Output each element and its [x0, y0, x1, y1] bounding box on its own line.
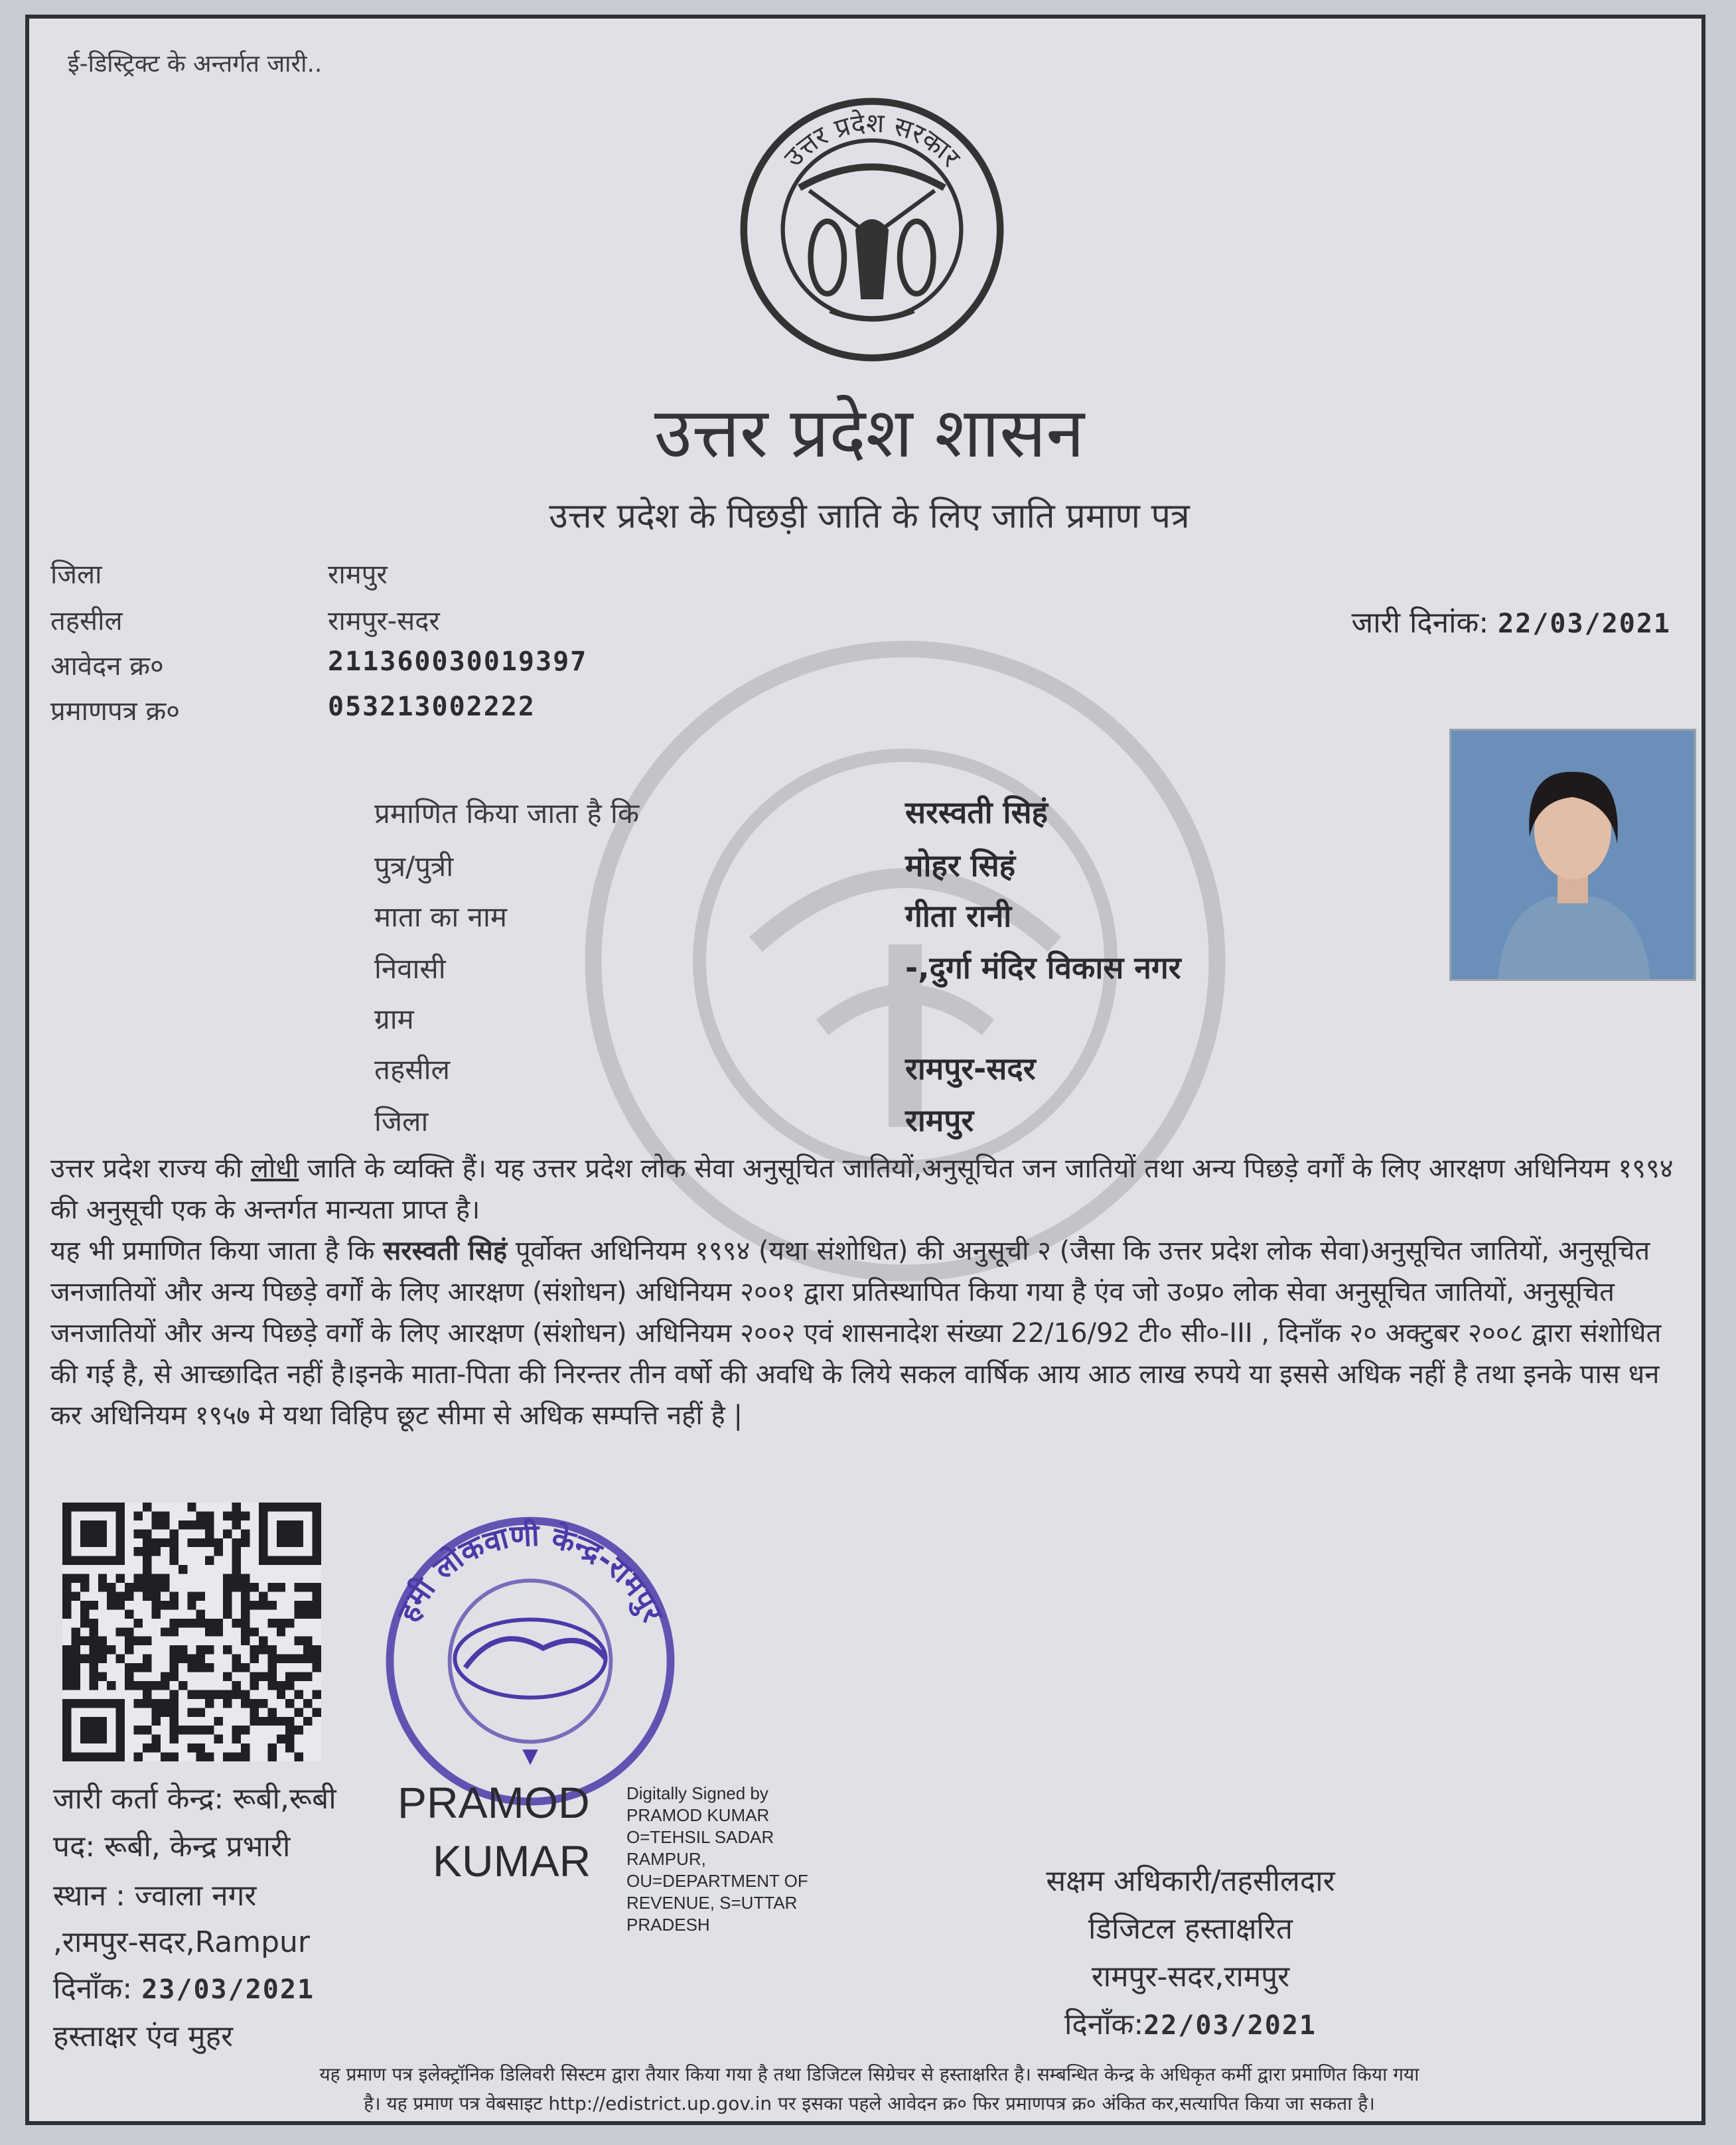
officer-designation: सक्षम अधिकारी/तहसीलदार [1046, 1864, 1335, 1898]
issue-date [1352, 601, 1671, 641]
issuer-post: पद: रूबी, केन्द्र प्रभारी [53, 1830, 291, 1864]
detail-value-district: रामपुर [905, 1102, 974, 1138]
digital-signature-details: Digitally Signed by PRAMOD KUMAR O=TEHSIL SADAR RAMPUR, OU=DEPARTMENT OF REVENUE, S=UTTAR PRADESH [626, 1783, 808, 1935]
officer-digital-signed: डिजिटल हस्ताक्षरित [1088, 1912, 1293, 1946]
signer-name-line2: KUMAR [433, 1836, 591, 1886]
detail-label-tehsil: तहसील [374, 1053, 450, 1086]
meta-value-district: रामपुर [328, 559, 388, 590]
caste-statement: उत्तर प्रदेश राज्य की लोधी जाति के व्यक्ति हैं। यह उत्तर प्रदेश लोक सेवा अनुसूचित जातियों,अनुसूचित जन जातियों तथा अन्य पिछड़े वर्गों के लिए आरक्षण अधिनियम १९९४ की अनुसूची एक के अन्तर्गत मान्यता प्राप्त है। [50, 1153, 1674, 1225]
detail-value-name: सरस्वती सिहं [905, 794, 1048, 830]
meta-label-certificate-no: प्रमाणपत्र क्र० [50, 696, 180, 727]
issuer-place: स्थान : ज्वाला नगर [53, 1879, 257, 1913]
issuing-centre: जारी कर्ता केन्द्र: रूबी,रूबी [53, 1782, 336, 1816]
application-number: 211360030019397 [328, 646, 588, 677]
issuer-place-2: ,रामपुर-सदर,Rampur [53, 1925, 310, 1959]
meta-label-application-no: आवेदन क्र० [50, 651, 164, 682]
up-government-emblem [733, 90, 1011, 369]
signer-name-line1: PRAMOD [398, 1778, 590, 1827]
caste-name: लोधी [250, 1153, 299, 1184]
meta-label-district: जिला [50, 559, 102, 590]
detail-label-mother: माता का नाम [374, 901, 507, 933]
officer-location: रामपुर-सदर,रामपुर [1091, 1960, 1290, 1994]
qr-code [62, 1503, 321, 1761]
detail-value-tehsil: रामपुर-सदर [905, 1051, 1036, 1086]
detail-label-village: ग्राम [374, 1003, 414, 1035]
seal-text: हमी लोकवाणी केन्द्र-रामपुर [390, 1517, 671, 1627]
certification-statement: यह भी प्रमाणित किया जाता है कि सरस्वती सिहं पूर्वोक्त अधिनियम १९९४ (यथा संशोधित) की अनुसूची २ (जैसा कि उत्तर प्रदेश लोक सेवा)अनुसूचित जातियों, अनुसूचित जनजातियों और अन्य पिछड़े वर्गों के लिए आरक्षण (संशोधन) अधिनियम २००१ द्वारा प्रतिस्थापित किया गया है एंव जो उ०प्र० लोक सेवा अनुसूचित जातियों, अनुसूचित जनजातियों और अन्य पिछड़े वर्गों के लिए आरक्षण (संशोधन) अधिनियम २००२ एवं शासनादेश संख्या 22/16/92 टी० सी०-III , दिनाँक २० अक्टुबर २००८ द्वारा संशोधित की गई है, से आच्छादित नहीं है।इनके माता-पिता की निरन्तर तीन वर्षो की अवधि के लिये सकल वार्षिक आय आठ लाख रुपये या इससे अधिक नहीं है तथा इनके पास धन कर अधिनियम १९५७ मे यथा विहिप छूट सीमा से अधिक सम्पत्ति नहीं है | [50, 1236, 1662, 1431]
issuer-date: दिनाँक: 23/03/2021 [53, 1972, 315, 2006]
detail-label-resident: निवासी [374, 952, 446, 985]
issue-date-value: 22/03/2021 [1498, 609, 1671, 639]
meta-label-tehsil: तहसील [50, 606, 123, 636]
certified-name: सरस्वती सिहं [383, 1236, 508, 1266]
emblem-text: उत्तर प्रदेश सरकार [778, 108, 966, 173]
detail-label-district: जिला [374, 1105, 429, 1138]
detail-value-parent: मोहर सिहं [905, 848, 1016, 883]
sign-and-seal-label: हस्ताक्षर एंव मुहर [53, 2020, 233, 2053]
issue-date-label: जारी दिनांक: [1351, 606, 1489, 640]
applicant-photo [1449, 729, 1696, 981]
page-title: उत्तर प्रदेश शासन [654, 392, 1085, 473]
certificate-subtitle: उत्तर प्रदेश के पिछड़ी जाति के लिए जाति प्रमाण पत्र [549, 496, 1190, 536]
detail-label-parent: पुत्र/पुत्री [374, 850, 454, 883]
footer-line-1: यह प्रमाण पत्र इलेक्ट्रॉनिक डिलिवरी सिस्टम द्वारा तैयार किया गया है तथा डिजिटल सिग्रेचर से हस्ताक्षरित है। सम्बन्धित केन्द्र के अधिकृत कर्मी द्वारा प्रमाणित किया गया [319, 2063, 1419, 2085]
officer-date: दिनाँक:22/03/2021 [1064, 2008, 1317, 2041]
certificate-number: 053213002222 [328, 692, 536, 722]
meta-value-tehsil: रामपुर-सदर [328, 606, 440, 636]
certificate-page [25, 15, 1705, 2125]
office-seal-stamp [374, 1505, 686, 1817]
detail-value-mother: गीता रानी [905, 898, 1012, 934]
detail-value-resident: -,दुर्गा मंदिर विकास नगर [905, 950, 1181, 986]
detail-label-name: प्रमाणित किया जाता है कि [374, 797, 640, 830]
footer-line-2: है। यह प्रमाण पत्र वेबसाइट http://edistrict.up.gov.in पर इसका पहले आवेदन क्र० फिर प्रमाणपत्र क्र० अंकित कर,सत्यापित किया जा सकता है। [364, 2093, 1375, 2114]
header-note: ई-डिस्ट्रिक्ट के अन्तर्गत जारी.. [68, 50, 323, 78]
